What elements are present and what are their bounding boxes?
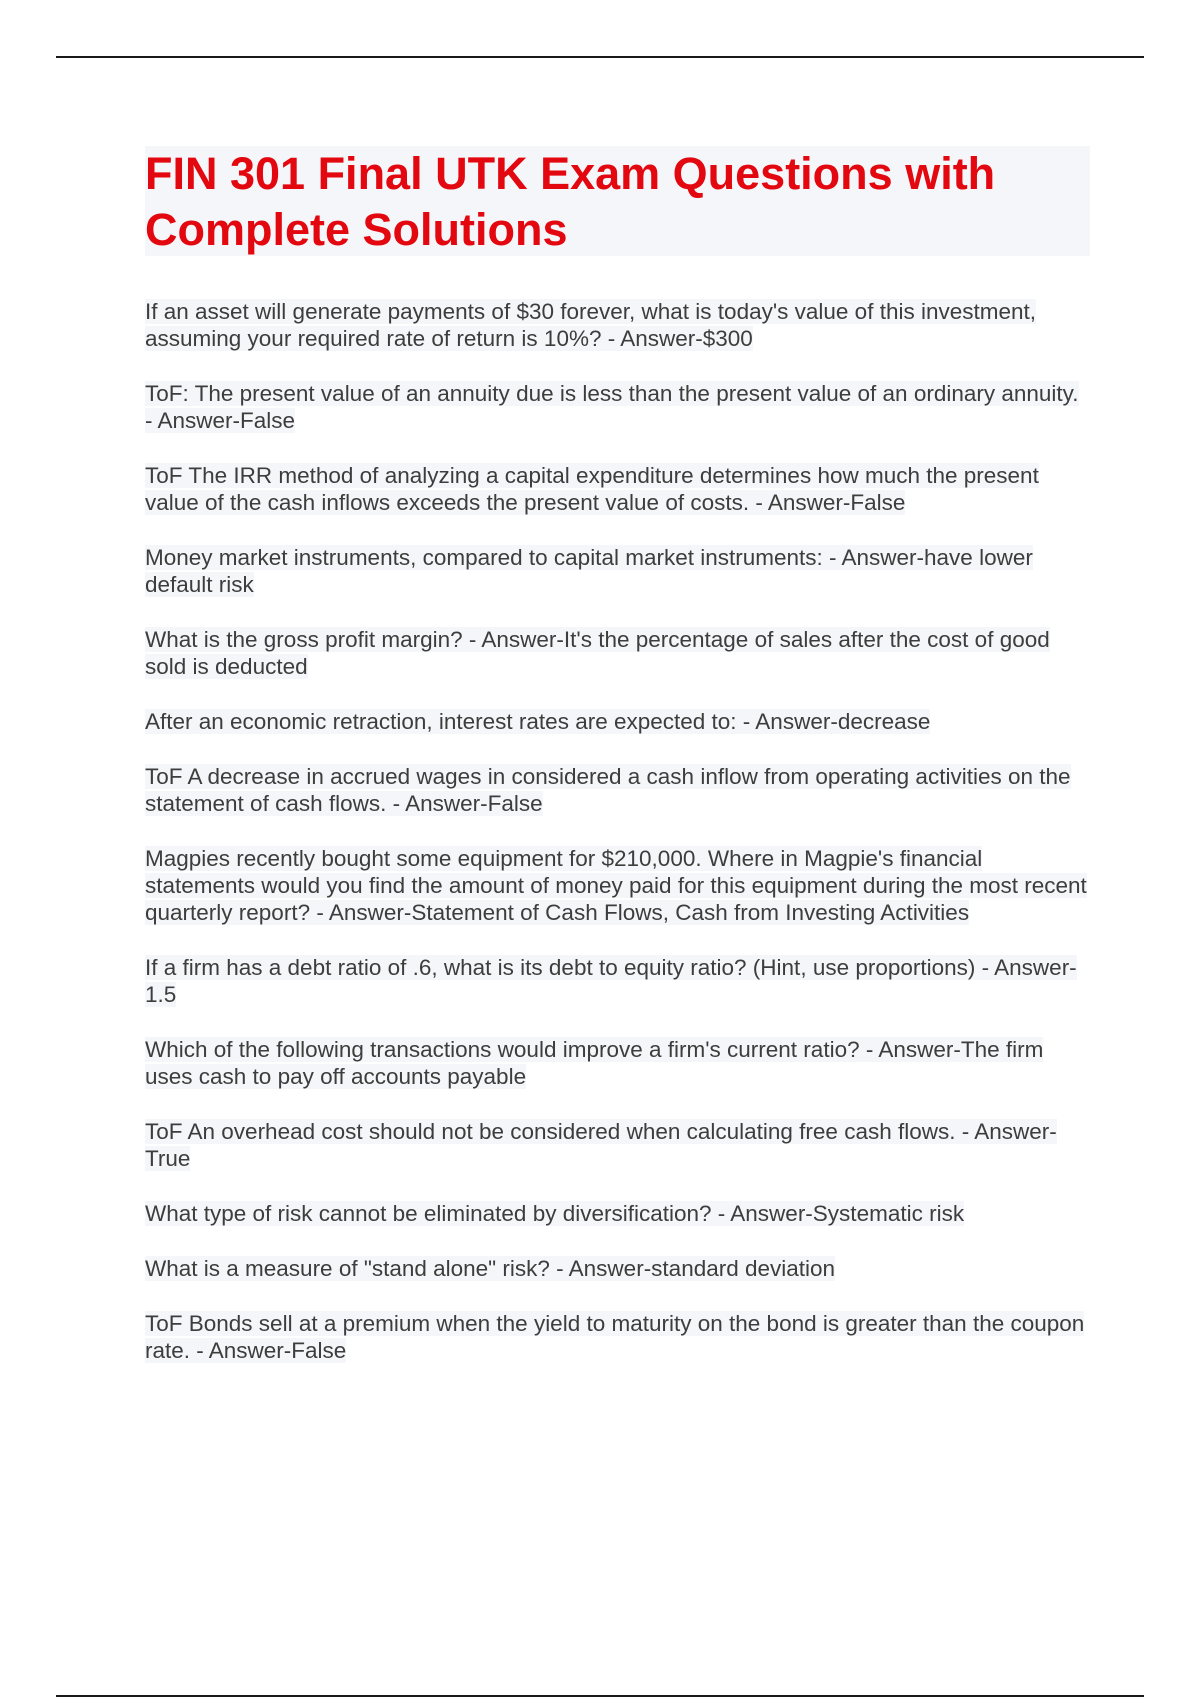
qa-text: What is the gross profit margin? - Answer-It's the percentage of sales after the cost of good sold is deducted [145, 627, 1050, 679]
qa-item [145, 763, 1090, 817]
qa-text: ToF The IRR method of analyzing a capital expenditure determines how much the present value of the cash inflows exceeds the present value of costs. - Answer-False [145, 463, 1039, 515]
document-body [145, 146, 1090, 1392]
qa-item [145, 626, 1090, 680]
qa-item [145, 1255, 1090, 1282]
qa-text: ToF Bonds sell at a premium when the yield to maturity on the bond is greater than the coupon rate. - Answer-False [145, 1311, 1085, 1363]
qa-text: ToF: The present value of an annuity due is less than the present value of an ordinary annuity. - Answer-False [145, 381, 1079, 433]
bottom-divider [56, 1695, 1144, 1697]
qa-item [145, 380, 1090, 434]
qa-item [145, 954, 1090, 1008]
qa-text: ToF An overhead cost should not be considered when calculating free cash flows. - Answer-True [145, 1119, 1057, 1171]
document-title: FIN 301 Final UTK Exam Questions with Complete Solutions [145, 148, 996, 255]
qa-text: Magpies recently bought some equipment for $210,000. Where in Magpie's financial statements would you find the amount of money paid for this equipment during the most recent quarterly report? - Answer-Statement of Cash Flows, Cash from Investing Activities [145, 846, 1087, 925]
qa-item [145, 708, 1090, 735]
qa-item [145, 1036, 1090, 1090]
qa-text: Which of the following transactions would improve a firm's current ratio? - Answer-The firm uses cash to pay off accounts payable [145, 1037, 1044, 1089]
qa-text: What type of risk cannot be eliminated by diversification? - Answer-Systematic risk [145, 1201, 965, 1226]
qa-item [145, 462, 1090, 516]
top-divider [56, 56, 1144, 58]
qa-item [145, 845, 1090, 926]
qa-item [145, 544, 1090, 598]
qa-item [145, 1118, 1090, 1172]
qa-item [145, 1310, 1090, 1364]
qa-item [145, 298, 1090, 352]
title-block [145, 146, 1090, 256]
qa-text: If an asset will generate payments of $30 forever, what is today's value of this investment, assuming your required rate of return is 10%? - Answer-$300 [145, 299, 1037, 351]
qa-text: Money market instruments, compared to capital market instruments: - Answer-have lower default risk [145, 545, 1033, 597]
qa-text: ToF A decrease in accrued wages in considered a cash inflow from operating activities on the statement of cash flows. - Answer-False [145, 764, 1071, 816]
qa-text: After an economic retraction, interest rates are expected to: - Answer-decrease [145, 709, 931, 734]
qa-text: What is a measure of "stand alone" risk? - Answer-standard deviation [145, 1256, 836, 1281]
qa-item [145, 1200, 1090, 1227]
qa-text: If a firm has a debt ratio of .6, what is its debt to equity ratio? (Hint, use proportions) - Answer-1.5 [145, 955, 1077, 1007]
qa-list [145, 298, 1090, 1364]
